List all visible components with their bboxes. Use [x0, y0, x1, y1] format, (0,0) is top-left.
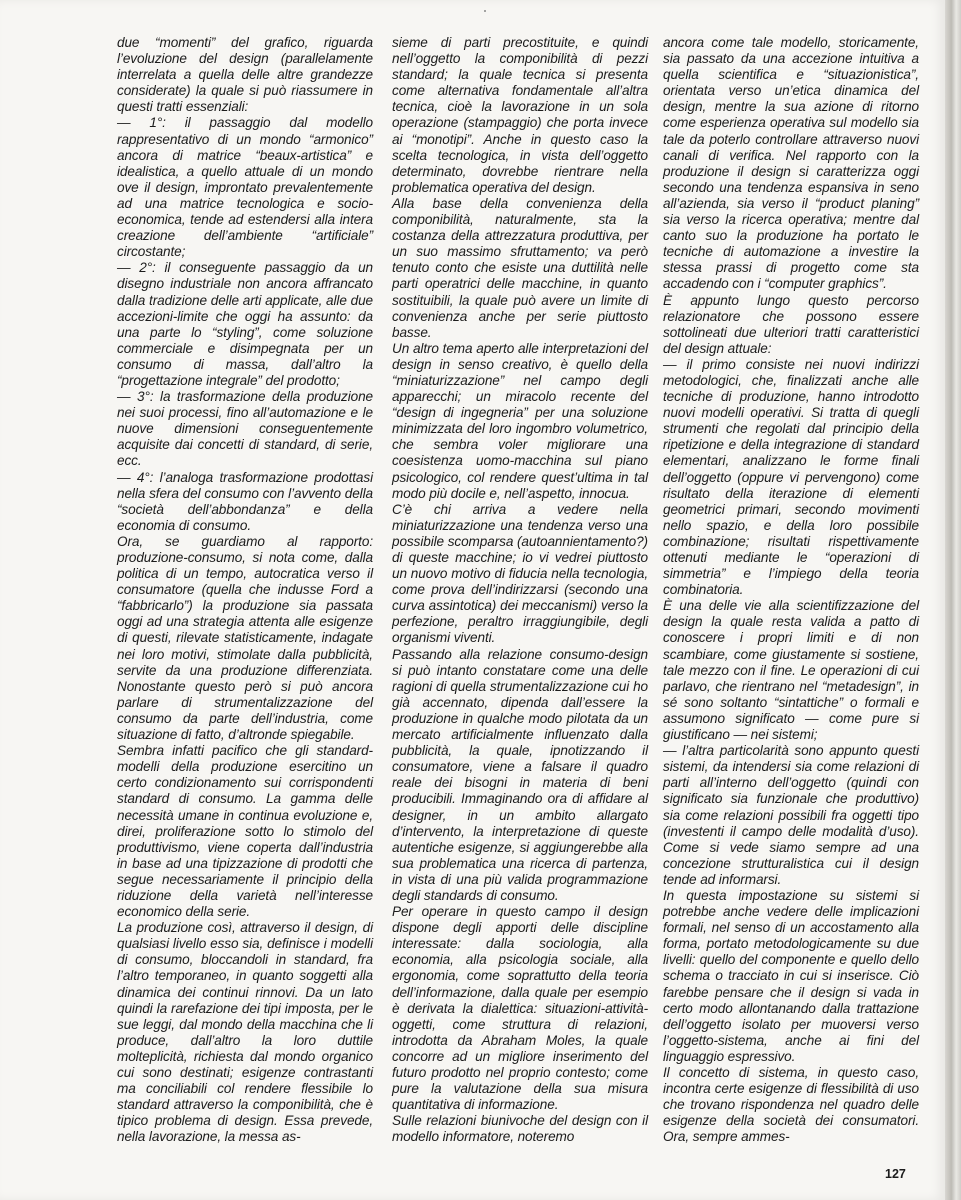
text-column-3 — [663, 35, 919, 1145]
book-edge — [945, 0, 961, 1200]
paragraph: Un altro tema aperto alle interpretazioni del design in senso creativo, è quello della “miniaturizzazione” nel campo degli apparecchi; un miracolo recente del “design di ingegneria” per una soluzione minimizzata del loro ingombro volumetrico, che sembra voler migliorare una coesistenza uomo-macchina sul piano psicologico, col rendere quest’ultima in tal modo più docile e, nell’aspetto, innocua. — [392, 340, 648, 501]
paragraph: — 3°: la trasformazione della produzione nei suoi processi, fino all’automazione e le nuove dimensioni conseguentemente acquisite dai concetti di standard, di serie, ecc. — [117, 389, 373, 469]
paragraph: Passando alla relazione consumo-design si può intanto constatare come una delle ragioni di quella strumentalizzazione cui ho già accennato, dipenda dall’essere la produzione in qualche modo pilotata da un mercato artificialmente influenzato dalla pubblicità, la quale, ipnotizzando il consumatore, viene a falsare il quadro reale dei bisogni in materia di beni producibili. Immaginando ora di affidare al designer, in un ambito allargato d’intervento, la interpretazione di queste autentiche esigenze, si aggiungerebbe alla sua problematica una ricerca di partenza, in vista di una più valida programmazione degli standards di consumo. — [392, 646, 648, 903]
paragraph: — 2°: il conseguente passaggio da un disegno industriale non ancora affrancato dalla tradizione delle arti applicate, alle due accezioni-limite che oggi ha assunto: da una parte lo “styling”, come soluzione commerciale e disimpegnata per un consumo di massa, dall’altro la “progettazione integrale” del prodotto; — [117, 260, 373, 388]
paragraph: ancora come tale modello, storicamente, sia passato da una accezione intuitiva a quella scientifica e “situazionistica”, orientata verso un’etica dinamica del design, mentre la sua azione di ritorno come esperienza operativa sul modello sia tale da poterlo controllare attraverso nuovi canali di verifica. Nel rapporto con la produzione il design si caratterizza oggi secondo una tendenza espansiva in seno all’azienda, sia verso il “product planing” sia verso la ricerca operativa; mentre dal canto suo la produzione ha portato le tecniche di automazione a investire la stessa prassi di progetto come sta accadendo con i “computer graphics”. — [663, 35, 919, 292]
paragraph: — l’altra particolarità sono appunto questi sistemi, da intendersi sia come relazioni di parti all’interno dell’oggetto (quindi con significato sia funzionale che produttivo) sia come relazioni possibili fra oggetti tipo (investenti il campo delle modalità d’uso). Come si vede siamo sempre ad una concezione strutturalistica cui il design tende ad informarsi. — [663, 743, 919, 887]
paragraph: sieme di parti precostituite, e quindi nell’oggetto la componibilità di pezzi standard; la quale tecnica si presenta come alternativa fondamentale all’altra tecnica, cioè la lavorazione in un sola operazione (stampaggio) che porta invece ai “monotipi”. Anche in questo caso la scelta tecnologica, in vista dell’oggetto determinato, dovrebbe rientrare nella problematica operativa del design. — [392, 35, 648, 195]
paragraph: È una delle vie alla scientifizzazione del design la quale resta valida a patto di conoscere i propri limiti e di non scambiare, come giustamente si sostiene, tale mezzo con il fine. Le operazioni di cui parlavo, che rientrano nel “metadesign”, in sé sono soltanto “sintattiche” o formali e assumono significato — come pure si giustificano — nei sistemi; — [663, 598, 919, 743]
paragraph: C’è chi arriva a vedere nella miniaturizzazione una tendenza verso una possibile scomparsa (autoannientamento?) di queste macchine; io vi vedrei piuttosto un nuovo motivo di fiducia nella tecnologia, come prova dell’indirizzarsi (secondo una curva assintotica) dei meccanismi) verso la perfezione, peraltro irraggiungibile, degli organismi viventi. — [392, 501, 648, 646]
page-number: 127 — [885, 1167, 906, 1181]
paragraph: Sembra infatti pacifico che gli standard-modelli della produzione esercitino un certo condizionamento sui corrispondenti standard di consumo. La gamma delle necessità umane in continua evoluzione e, direi, proliferazione sotto lo stimolo del produttivismo, viene coperta dall’industria in base ad una tipizzazione di prodotti che segue necessariamente il principio della riduzione della varietà nell’interesse economico della serie. — [117, 743, 373, 920]
paragraph: due “momenti” del grafico, riguarda l’evoluzione del design (parallelamente interrelata a quella delle altre grandezze considerate) la quale si può riassumere in questi tratti essenziali: — [117, 35, 373, 115]
paragraph: Il concetto di sistema, in questo caso, incontra certe esigenze di flessibilità di uso che trovano rispondenza nel quadro delle esigenze della società dei consumatori. Ora, sempre ammes- — [663, 1065, 919, 1145]
paragraph: Sulle relazioni biunivoche del design con il modello informatore, noteremo — [392, 1113, 648, 1145]
paragraph: È appunto lungo questo percorso relazionatore che possono essere sottolineati due ulteriori tratti caratteristici del design attuale: — [663, 292, 919, 356]
paragraph: Ora, se guardiamo al rapporto: produzione-consumo, si nota come, dalla politica di un tempo, autocratica verso il consumatore (quella che indusse Ford a “fabbricarlo”) la produzione sia passata oggi ad una strategia attenta alle esigenze di questi, rilevate statisticamente, indagate nei loro motivi, stimolate dalla pubblicità, servite da una produzione differenziata. Nonostante questo però si può ancora parlare di strumentalizzazione del consumo da parte dell’industria, come situazione di fatto, d’altronde spiegabile. — [117, 533, 373, 743]
paragraph: — il primo consiste nei nuovi indirizzi metodologici, che, finalizzati anche alle tecniche di produzione, hanno introdotto nuovi modelli operativi. Si tratta di quegli strumenti che regolati dal principio della ripetizione e della integrazione di standard elementari, analizzano le forme finali dell’oggetto (oppure vi pervengono) come risultato della iterazione di elementi geometrici primari, secondo movimenti nello spazio, e della loro possibile combinazione; risultati rispettivamente ottenuti mediante le “operazioni di simmetria” e l’impiego della teoria combinatoria. — [663, 356, 919, 598]
text-column-1 — [117, 35, 373, 1145]
paragraph: Alla base della convenienza della componibilità, naturalmente, sta la costanza della attrezzatura produttiva, per un suo massimo sfruttamento; va però tenuto conto che esiste una duttilità nelle parti operatrici delle macchine, in quanto sostituibili, la quale può avere un limite di convenienza anche per serie piuttosto basse. — [392, 195, 648, 340]
paragraph: In questa impostazione su sistemi si potrebbe anche vedere delle implicazioni formali, nel senso di un accostamento alla forma, portato metodologicamente su due livelli: quello del componente e quello dello schema o tracciato in cui si inserisce. Ciò farebbe pensare che il design si vada in certo modo allontanando dalla trattazione dell’oggetto isolato per muoversi verso l’oggetto-sistema, anche ai fini del linguaggio espressivo. — [663, 887, 919, 1064]
paragraph: — 4°: l’analoga trasformazione prodottasi nella sfera del consumo con l’avvento della “società dell’abbondanza” e della economia di consumo. — [117, 469, 373, 533]
paragraph: La produzione così, attraverso il design, di qualsiasi livello esso sia, definisce i modelli di consumo, bloccandoli in standard, fra l’altro temporaneo, in quanto soggetti alla dinamica dei continui rinnovi. Da un lato quindi la rarefazione dei tipi imposta, per le sue leggi, dal mondo della macchina che li produce, dall’altro la loro duttile molteplicità, richiesta dal mondo organico cui sono destinati; esigenze contrastanti ma conciliabili col rendere flessibile lo standard attraverso la componibilità, che è tipico problema di design. Essa prevede, nella lavorazione, la messa as- — [117, 920, 373, 1145]
paragraph: Per operare in questo campo il design dispone degli apporti delle discipline interessate: dalla sociologia, alla economia, alla psicologia sociale, alla ergonomia, come soprattutto della teoria dell’informazione, dalla quale per esempio è derivata la dialettica: situazioni-attività-oggetti, come struttura di relazioni, introdotta da Abraham Moles, la quale concorre ad un migliore inserimento del futuro prodotto nel proprio contesto; come pure la valutazione della sua misura quantitativa di informazione. — [392, 904, 648, 1113]
paragraph: — 1°: il passaggio dal modello rappresentativo di un mondo “armonico” ancora di matrice “beaux-artistica” e idealistica, a quello attuale di un mondo ove il design, improntato prevalentemente ad una matrice tecnologica e socio-economica, tende ad estendersi alla intera creazione dell’ambiente “artificiale” circostante; — [117, 115, 373, 260]
print-mark — [484, 10, 486, 12]
text-column-2 — [392, 35, 648, 1145]
